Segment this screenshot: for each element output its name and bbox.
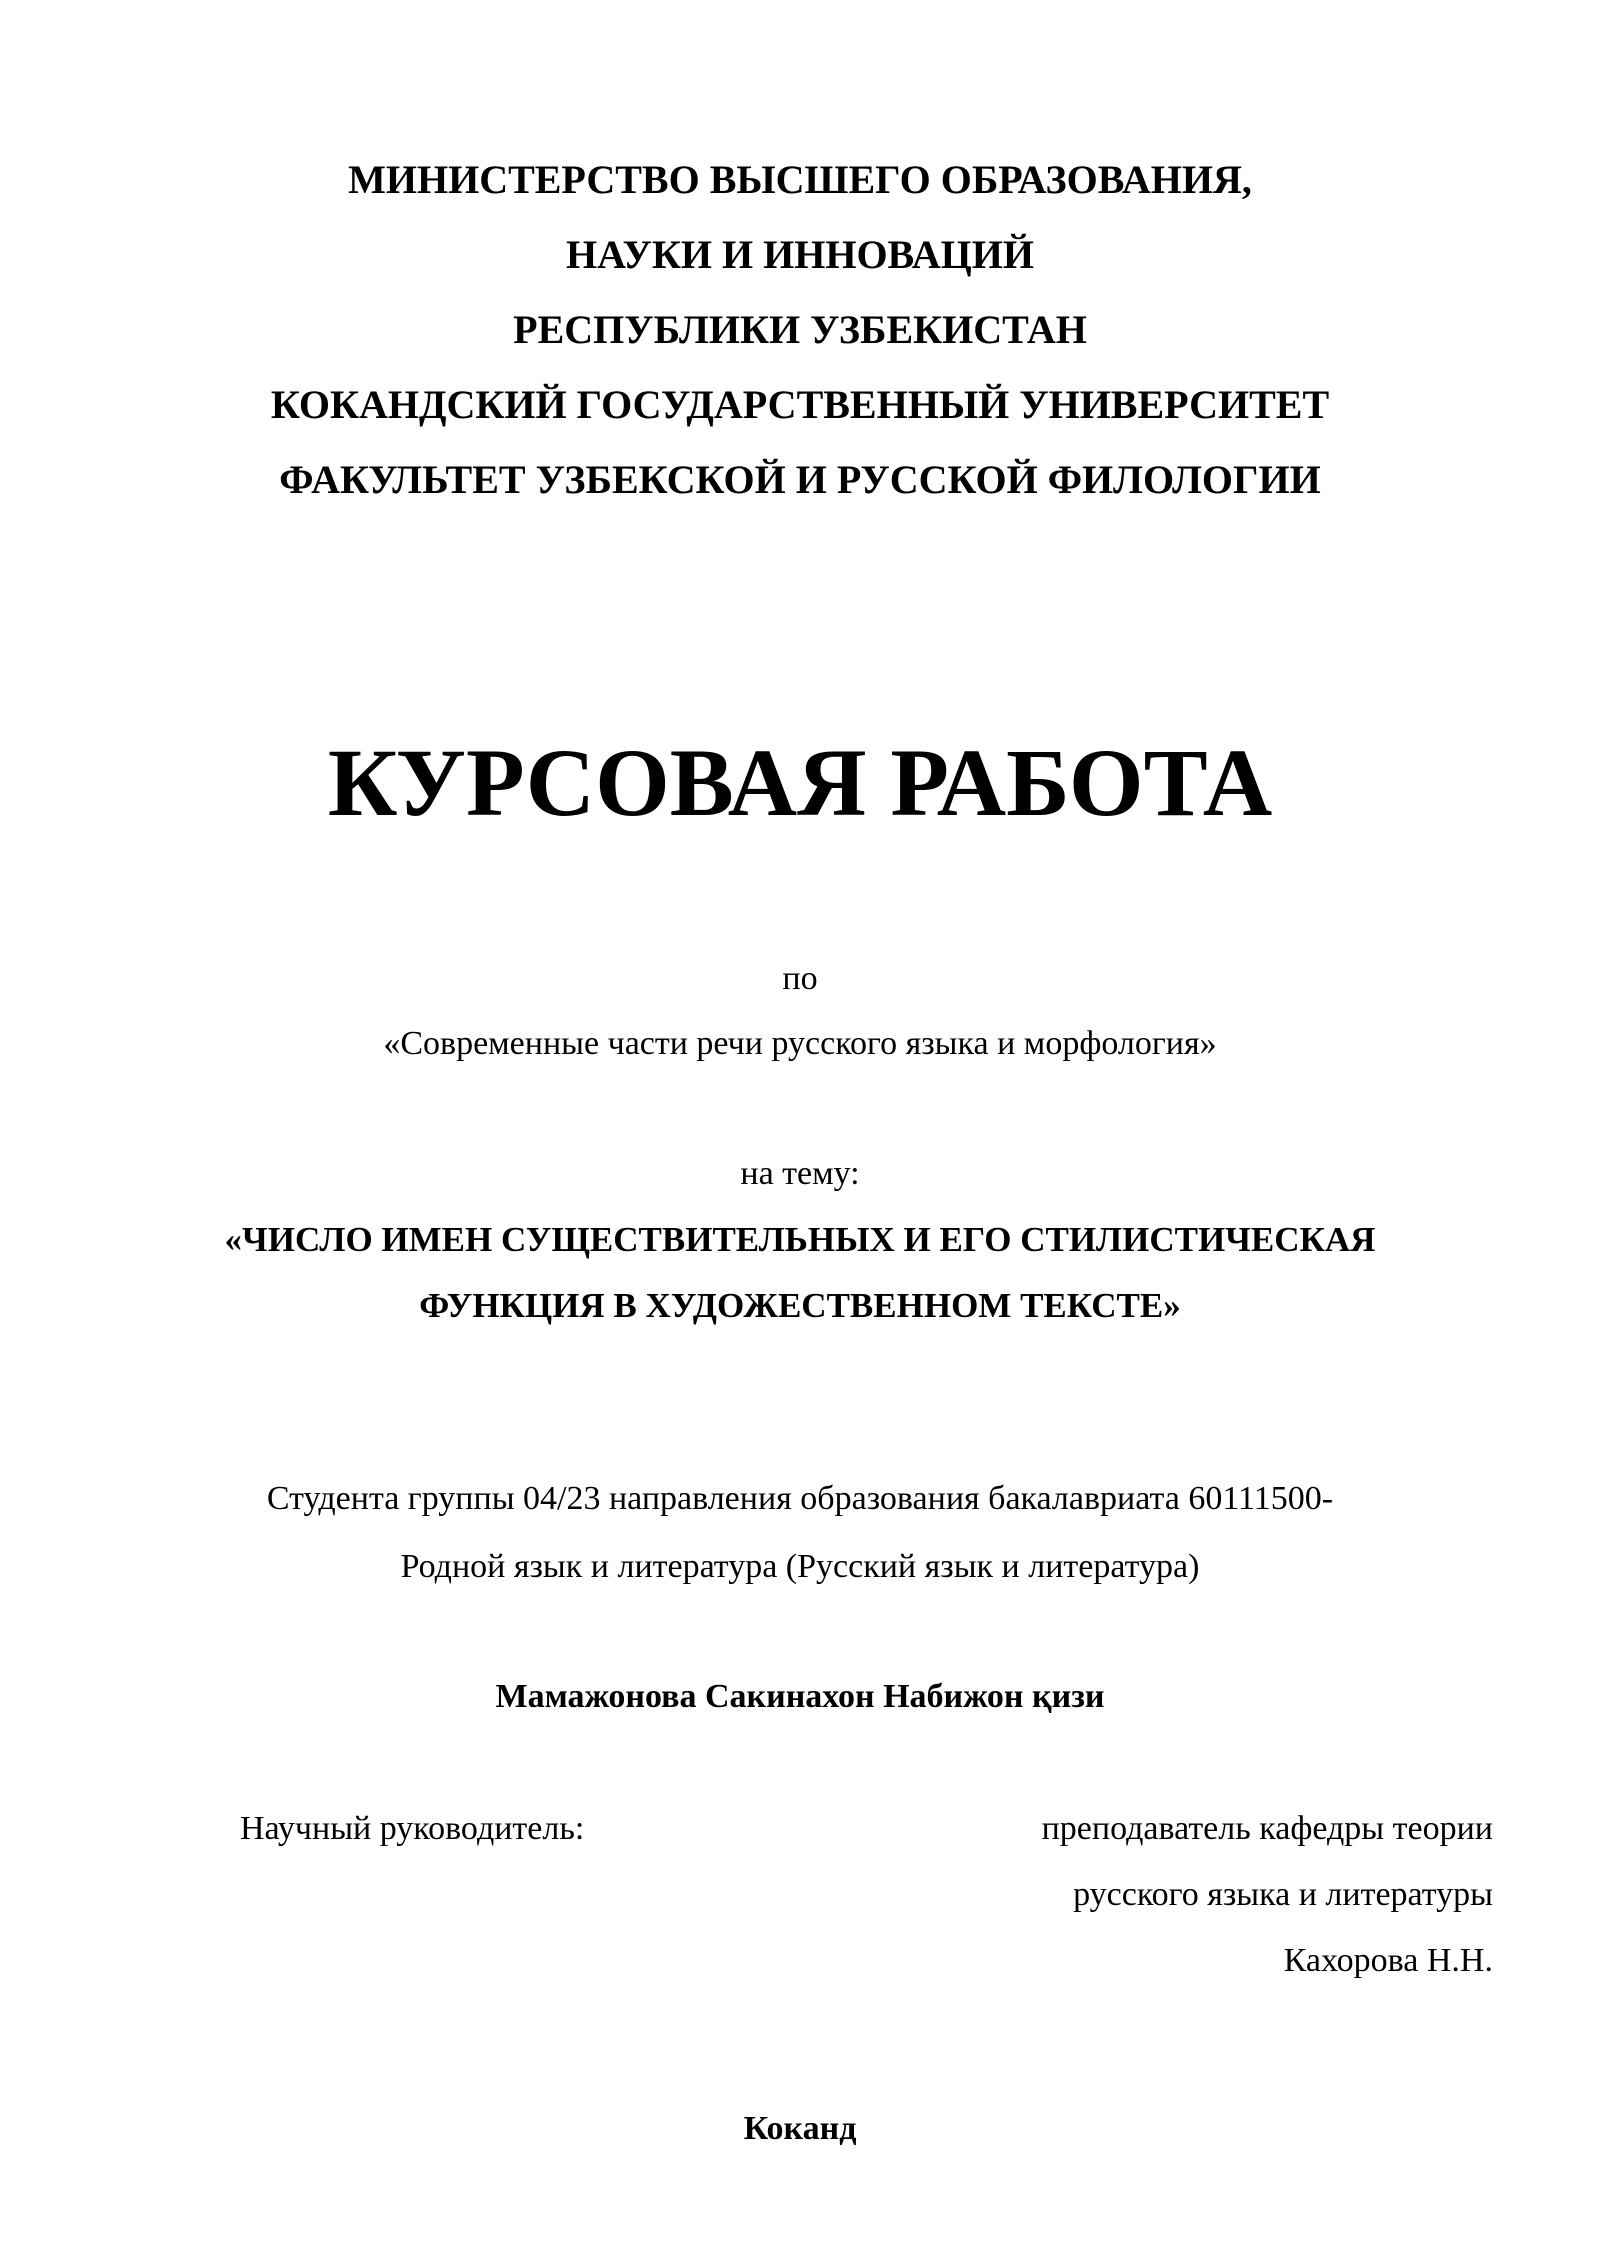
subject-prefix: по	[782, 960, 818, 997]
student-group-line-2: Родной язык и литература (Русский язык и литература)	[400, 1548, 1200, 1585]
topic-prefix: на тему:	[740, 1155, 860, 1192]
subject-name: «Современные части речи русского языка и морфология»	[383, 1025, 1217, 1062]
document-title: КУРСОВАЯ РАБОТА	[327, 729, 1273, 836]
university-name: КОКАНДСКИЙ ГОСУДАРСТВЕННЫЙ УНИВЕРСИТЕТ	[270, 382, 1330, 427]
ministry-line-1: МИНИСТЕРСТВО ВЫСШЕГО ОБРАЗОВАНИЯ,	[348, 157, 1252, 202]
student-name: Мамажонова Сакинахон Набижон қизи	[495, 1678, 1105, 1715]
supervisor-position-line-2: русского языка и литературы	[1073, 1876, 1493, 1913]
ministry-line-3: РЕСПУБЛИКИ УЗБЕКИСТАН	[513, 307, 1087, 352]
student-group-line-1: Студента группы 04/23 направления образования бакалавриата 60111500-	[266, 1480, 1334, 1517]
ministry-line-2: НАУКИ И ИННОВАЦИЙ	[566, 232, 1034, 277]
faculty-name: ФАКУЛЬТЕТ УЗБЕКСКОЙ И РУССКОЙ ФИЛОЛОГИИ	[279, 457, 1321, 502]
city-name: Коканд	[743, 2110, 857, 2147]
supervisor-name: Кахорова Н.Н.	[1283, 1942, 1493, 1979]
topic-line-1: «ЧИСЛО ИМЕН СУЩЕСТВИТЕЛЬНЫХ И ЕГО СТИЛИСТИЧЕСКАЯ	[224, 1220, 1376, 1259]
supervisor-position-line-1: преподаватель кафедры теории	[1041, 1810, 1493, 1847]
topic-line-2: ФУНКЦИЯ В ХУДОЖЕСТВЕННОМ ТЕКСТЕ»	[419, 1286, 1181, 1325]
supervisor-label: Научный руководитель:	[240, 1810, 585, 1847]
